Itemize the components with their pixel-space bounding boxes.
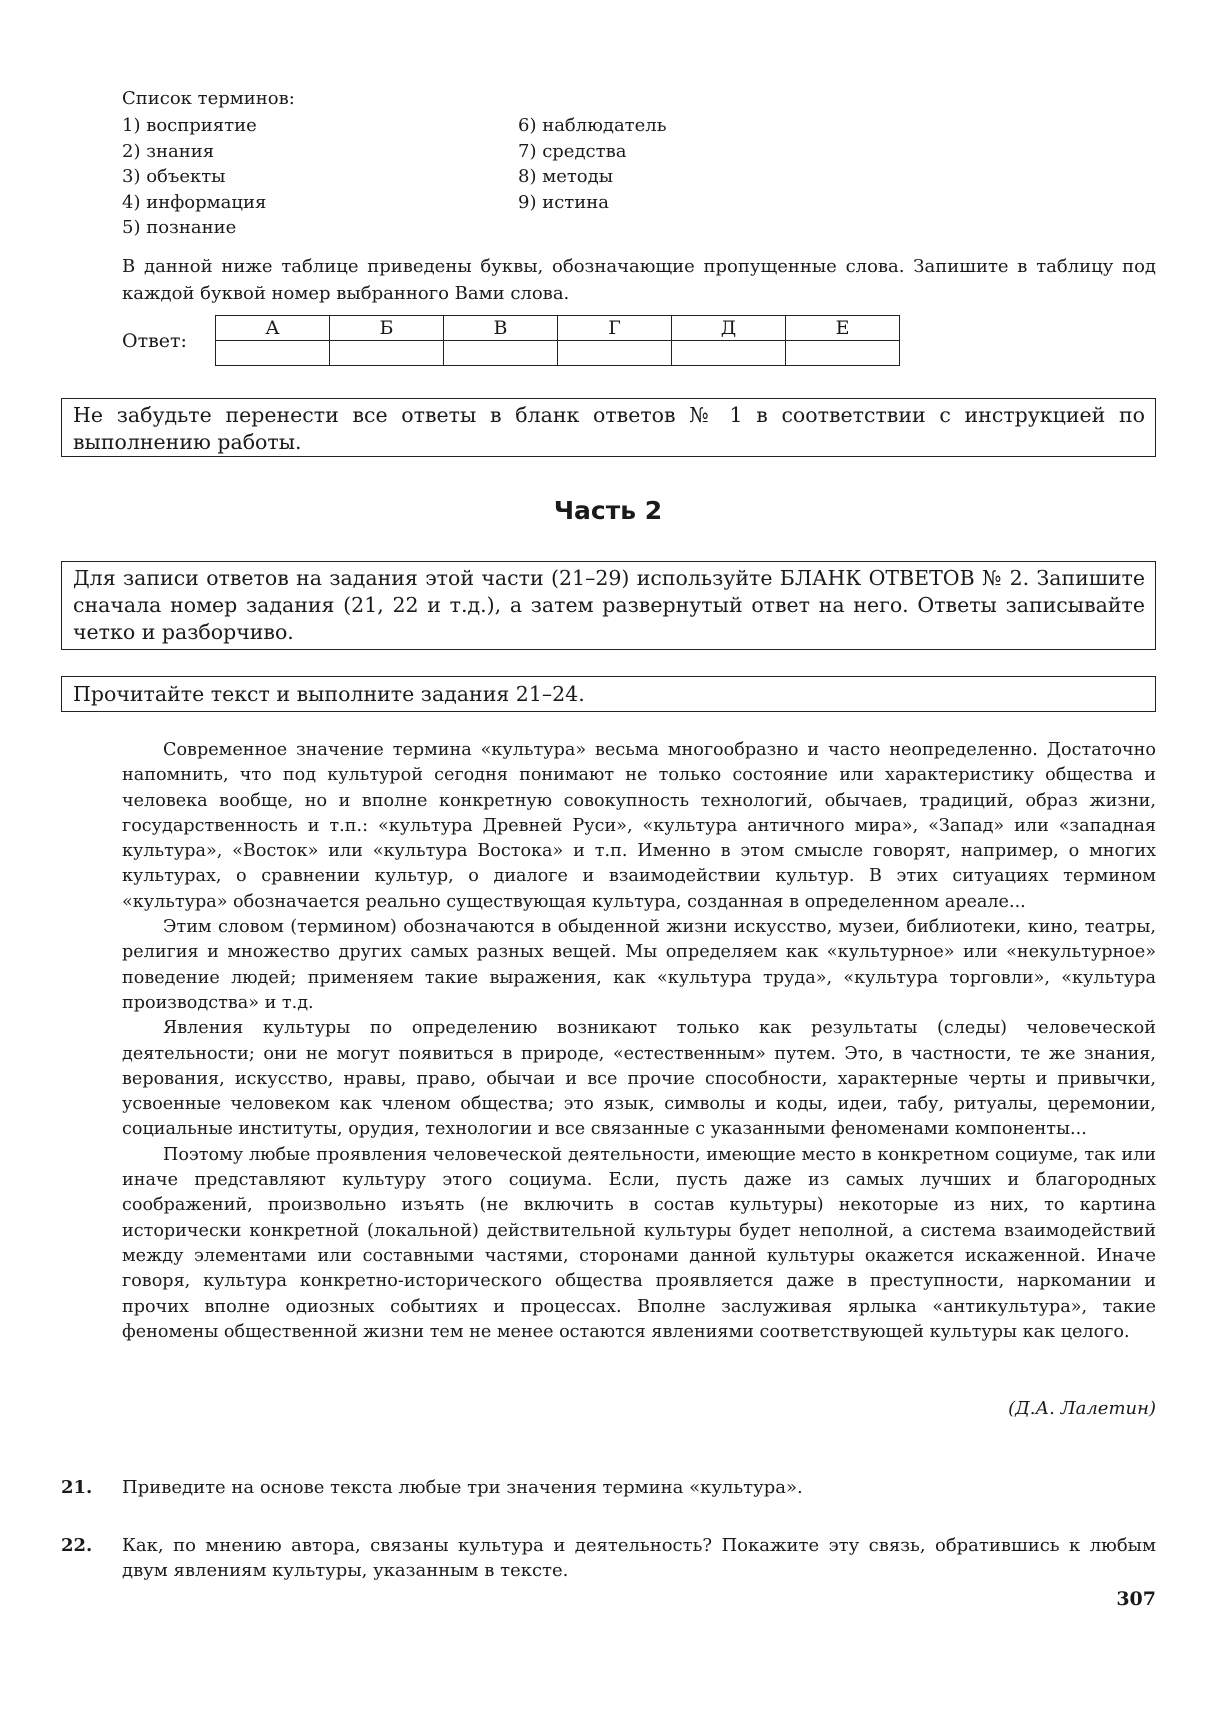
- terms-list-left: [122, 113, 266, 241]
- answer-cell[interactable]: [558, 341, 672, 366]
- term-item: 9) истина: [518, 191, 609, 213]
- answer-cell[interactable]: [786, 341, 900, 366]
- answer-letter: Е: [786, 316, 900, 341]
- task-number: 22.: [61, 1535, 93, 1556]
- task-21: [61, 1475, 1156, 1500]
- answer-cell[interactable]: [330, 341, 444, 366]
- text-paragraph: Поэтому любые проявления человеческой деятельности, имеющие место в конкретном социуме, так или иначе представляют культуру этого социума. Если, пусть даже из самых лучших и благородных соображений, произвольно изъять (не включить в состав культуры) некоторые из них, то картина исторически конкретной (локальной) действительной культуры будет неполной, а система взаимодействий между элементами или составными частями, сторонами данной культуры окажется искаженной. Иначе говоря, культура конкретно-исторического общества проявляется даже в преступности, наркомании и прочих вполне одиозных событиях и процессах. Вполне заслуживая ярлыка «антикультура», такие феномены общественной жизни тем не менее остаются явлениями соответствующей культуры как целого.: [122, 1144, 1156, 1342]
- read-instruction-box: Прочитайте текст и выполните задания 21–24.: [61, 676, 1156, 712]
- term-item: 6) наблюдатель: [518, 115, 667, 136]
- answer-letter: Б: [330, 316, 444, 341]
- answer-cell[interactable]: [444, 341, 558, 366]
- term-item: 2) знания: [122, 140, 215, 162]
- answer-cell[interactable]: [672, 341, 786, 366]
- term-item: 4) информация: [122, 191, 267, 213]
- task-text: Как, по мнению автора, связаны культура и деятельность? Покажите эту связь, обратившись к любым двум явлениям культуры, указанным в тексте.: [122, 1535, 1156, 1581]
- terms-list-right: [518, 113, 667, 215]
- source-text: [122, 738, 1156, 1345]
- text-paragraph: Явления культуры по определению возникают только как результаты (следы) человеческой деятельности; они не могут появиться в природе, «естественным» путем. Это, в частности, те же знания, верования, искусство, нравы, право, обычаи и все прочие способности, характерные черты и привычки, усвоенные человеком как членом общества; это язык, символы и коды, идеи, табу, ритуалы, церемонии, социальные институты, орудия, технологии и все связанные с указанными феноменами компоненты...: [122, 1018, 1156, 1140]
- text-paragraph: Современное значение термина «культура» весьма многообразно и часто неопределенно. Достаточно напомнить, что под культурой сегодня понимают не только состояние или характеристику общества и человека вообще, но и вполне конкретную совокупность технологий, обычаев, традиций, образ жизни, государственность и т.п.: «культура Древней Руси», «культура античного мира», «Запад» или «западная культура», «Восток» или «культура Востока» и т.п. Именно в этом смысле говорят, например, о многих культурах, о сравнении культур, о диалоге и взаимодействии культур. В этих ситуациях термином «культура» обозначается реально существующая культура, созданная в определенном ареале...: [122, 740, 1156, 912]
- answer-letter: А: [216, 316, 330, 341]
- term-item: 7) средства: [518, 140, 627, 162]
- answer-label: Ответ:: [122, 330, 187, 352]
- term-item: 1) восприятие: [122, 115, 257, 136]
- answer-cell[interactable]: [216, 341, 330, 366]
- answer-table: [215, 315, 900, 366]
- answer-letters-row: [216, 316, 900, 341]
- answer-letter: Д: [672, 316, 786, 341]
- term-item: 8) методы: [518, 166, 614, 187]
- term-item: 5) познание: [122, 217, 237, 238]
- reminder-box: Не забудьте перенести все ответы в бланк ответов № 1 в соответствии с инструкцией по выполнению работы.: [61, 398, 1156, 457]
- task-22: [61, 1533, 1156, 1583]
- task-number: 21.: [61, 1477, 93, 1498]
- part-title: Часть 2: [553, 496, 663, 525]
- answer-letter: Г: [558, 316, 672, 341]
- part-instruction-box: Для записи ответов на задания этой части (21–29) используйте БЛАНК ОТВЕТОВ № 2. Запишите сначала номер задания (21, 22 и т.д.), а затем развернутый ответ на него. Ответы записывайте четко и разборчиво.: [61, 561, 1156, 650]
- answer-letter: В: [444, 316, 558, 341]
- term-item: 3) объекты: [122, 166, 226, 187]
- page-number: 307: [1116, 1588, 1156, 1610]
- task-text: Приведите на основе текста любые три значения термина «культура».: [122, 1477, 803, 1498]
- table-instruction: В данной ниже таблице приведены буквы, обозначающие пропущенные слова. Запишите в таблицу под каждой буквой номер выбранного Вами слова.: [122, 256, 1156, 304]
- text-paragraph: Этим словом (термином) обозначаются в обыденной жизни искусство, музеи, библиотеки, кино, театры, религия и множество других самых разных вещей. Мы определяем как «культурное» или «некультурное» поведение людей; применяем такие выражения, как «культура труда», «культура торговли», «культура производства» и т.д.: [122, 917, 1156, 1013]
- terms-title: Список терминов:: [122, 88, 295, 109]
- text-author: (Д.А. Лалетин): [1008, 1398, 1156, 1419]
- answer-input-row: [216, 341, 900, 366]
